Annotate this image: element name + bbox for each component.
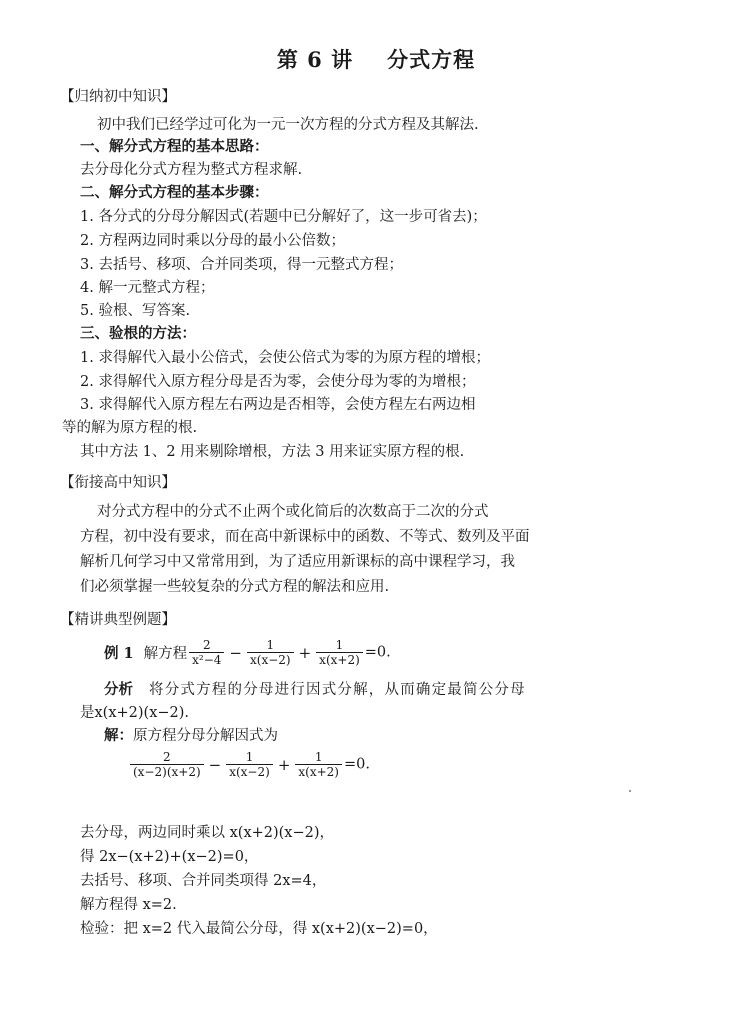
method-3-line2: 等的解为原方程的根. bbox=[62, 420, 198, 436]
solution-step-1: 去分母，两边同时乘以 x(x+2)(x−2)， bbox=[80, 825, 335, 841]
factored-equation bbox=[128, 750, 370, 779]
solution-label: 解： bbox=[104, 727, 133, 744]
solution-intro: 原方程分母分解因式为 bbox=[133, 728, 278, 744]
solution-step-2: 得 2x−(x+2)+(x−2)=0， bbox=[80, 849, 259, 865]
analysis-label: 分析 bbox=[104, 681, 133, 698]
step-5: 5. 验根、写答案. bbox=[80, 303, 191, 319]
method-note: 其中方法 1、2 用来剔除增根，方法 3 用来证实原方程的根. bbox=[80, 444, 465, 460]
section-heading-examples: 【精讲典型例题】 bbox=[60, 612, 176, 628]
equation-rhs: =0. bbox=[343, 756, 370, 773]
bridge-line-4: 们必须掌握一些较复杂的分式方程的解法和应用. bbox=[80, 579, 390, 595]
scan-speck bbox=[629, 790, 631, 792]
numerator: 2 bbox=[163, 750, 171, 764]
method-1: 1. 求得解代入最小公倍式，会使公倍式为零的为原方程的增根； bbox=[80, 350, 490, 366]
operator-plus: + bbox=[277, 755, 291, 774]
lecture-topic: 分式方程 bbox=[387, 47, 476, 72]
operator-minus: − bbox=[229, 643, 242, 662]
analysis-line-1 bbox=[104, 680, 526, 700]
solution-step-5: 检验：把 x=2 代入最简公分母，得 x(x+2)(x−2)=0， bbox=[80, 921, 438, 937]
basic-idea-text: 去分母化分式方程为整式方程求解. bbox=[80, 162, 303, 178]
denominator: x(x−2) bbox=[247, 652, 294, 667]
fraction bbox=[189, 638, 224, 667]
bridge-line-2: 方程，初中没有要求，而在高中新课标中的函数、不等式、数列及平面 bbox=[80, 529, 530, 545]
method-3-line1: 3. 求得解代入原方程左右两边是否相等，会使方程左右两边相 bbox=[80, 397, 476, 413]
denominator: x(x−2) bbox=[226, 764, 273, 779]
fraction bbox=[316, 638, 363, 667]
solution-step-3: 去括号、移项、合并同类项得 2x=4， bbox=[80, 873, 327, 889]
solution-intro-line bbox=[104, 726, 278, 746]
operator-plus: + bbox=[298, 643, 312, 662]
step-4: 4. 解一元整式方程； bbox=[80, 280, 215, 296]
step-2: 2. 方程两边同时乘以分母的最小公倍数； bbox=[80, 233, 345, 249]
fraction bbox=[226, 750, 273, 779]
equation-rhs: =0. bbox=[364, 644, 391, 661]
example-1-label: 例 1 bbox=[104, 645, 134, 662]
example-1-prompt: 解方程 bbox=[143, 646, 188, 662]
denominator: x(x+2) bbox=[295, 764, 342, 779]
numerator: 1 bbox=[245, 750, 254, 764]
numerator: 1 bbox=[314, 750, 323, 764]
numerator: 1 bbox=[266, 638, 275, 652]
bridge-line-3: 解析几何学习中又常常用到，为了适应用新课标的高中课程学习，我 bbox=[80, 554, 515, 570]
method-2: 2. 求得解代入原方程分母是否为零，会使分母为零的为增根； bbox=[80, 374, 476, 390]
bridge-line-1: 对分式方程中的分式不止两个或化简后的次数高于二次的分式 bbox=[97, 504, 489, 520]
page-title bbox=[0, 44, 752, 74]
lecture-number: 第 6 讲 bbox=[276, 47, 354, 72]
numerator: 1 bbox=[335, 638, 344, 652]
junior-intro: 初中我们已经学过可化为一元一次方程的分式方程及其解法. bbox=[97, 117, 479, 133]
fraction bbox=[295, 750, 342, 779]
numerator: 2 bbox=[202, 638, 211, 652]
example-1-statement bbox=[104, 638, 391, 667]
heading-check-method: 三、验根的方法： bbox=[80, 325, 196, 342]
section-heading-junior: 【归纳初中知识】 bbox=[60, 89, 176, 105]
solution-step-4: 解方程得 x=2. bbox=[80, 897, 177, 913]
fraction bbox=[130, 750, 204, 779]
analysis-line-2: 是x(x+2)(x−2). bbox=[80, 705, 190, 721]
heading-basic-idea: 一、解分式方程的基本思路： bbox=[80, 138, 269, 155]
denominator: (x−2)(x+2) bbox=[130, 764, 204, 779]
operator-minus: − bbox=[208, 755, 222, 774]
denominator: x(x+2) bbox=[316, 652, 363, 667]
step-3: 3. 去括号、移项、合并同类项，得一元整式方程； bbox=[80, 257, 403, 273]
heading-basic-steps: 二、解分式方程的基本步骤： bbox=[80, 184, 269, 201]
denominator: x²−4 bbox=[189, 652, 224, 667]
analysis-text: 将分式方程的分母进行因式分解，从而确定最简公分母 bbox=[149, 682, 526, 698]
section-heading-bridge: 【衔接高中知识】 bbox=[60, 475, 176, 491]
step-1: 1. 各分式的分母分解因式(若题中已分解好了，这一步可省去)； bbox=[80, 209, 487, 225]
fraction bbox=[247, 638, 294, 667]
